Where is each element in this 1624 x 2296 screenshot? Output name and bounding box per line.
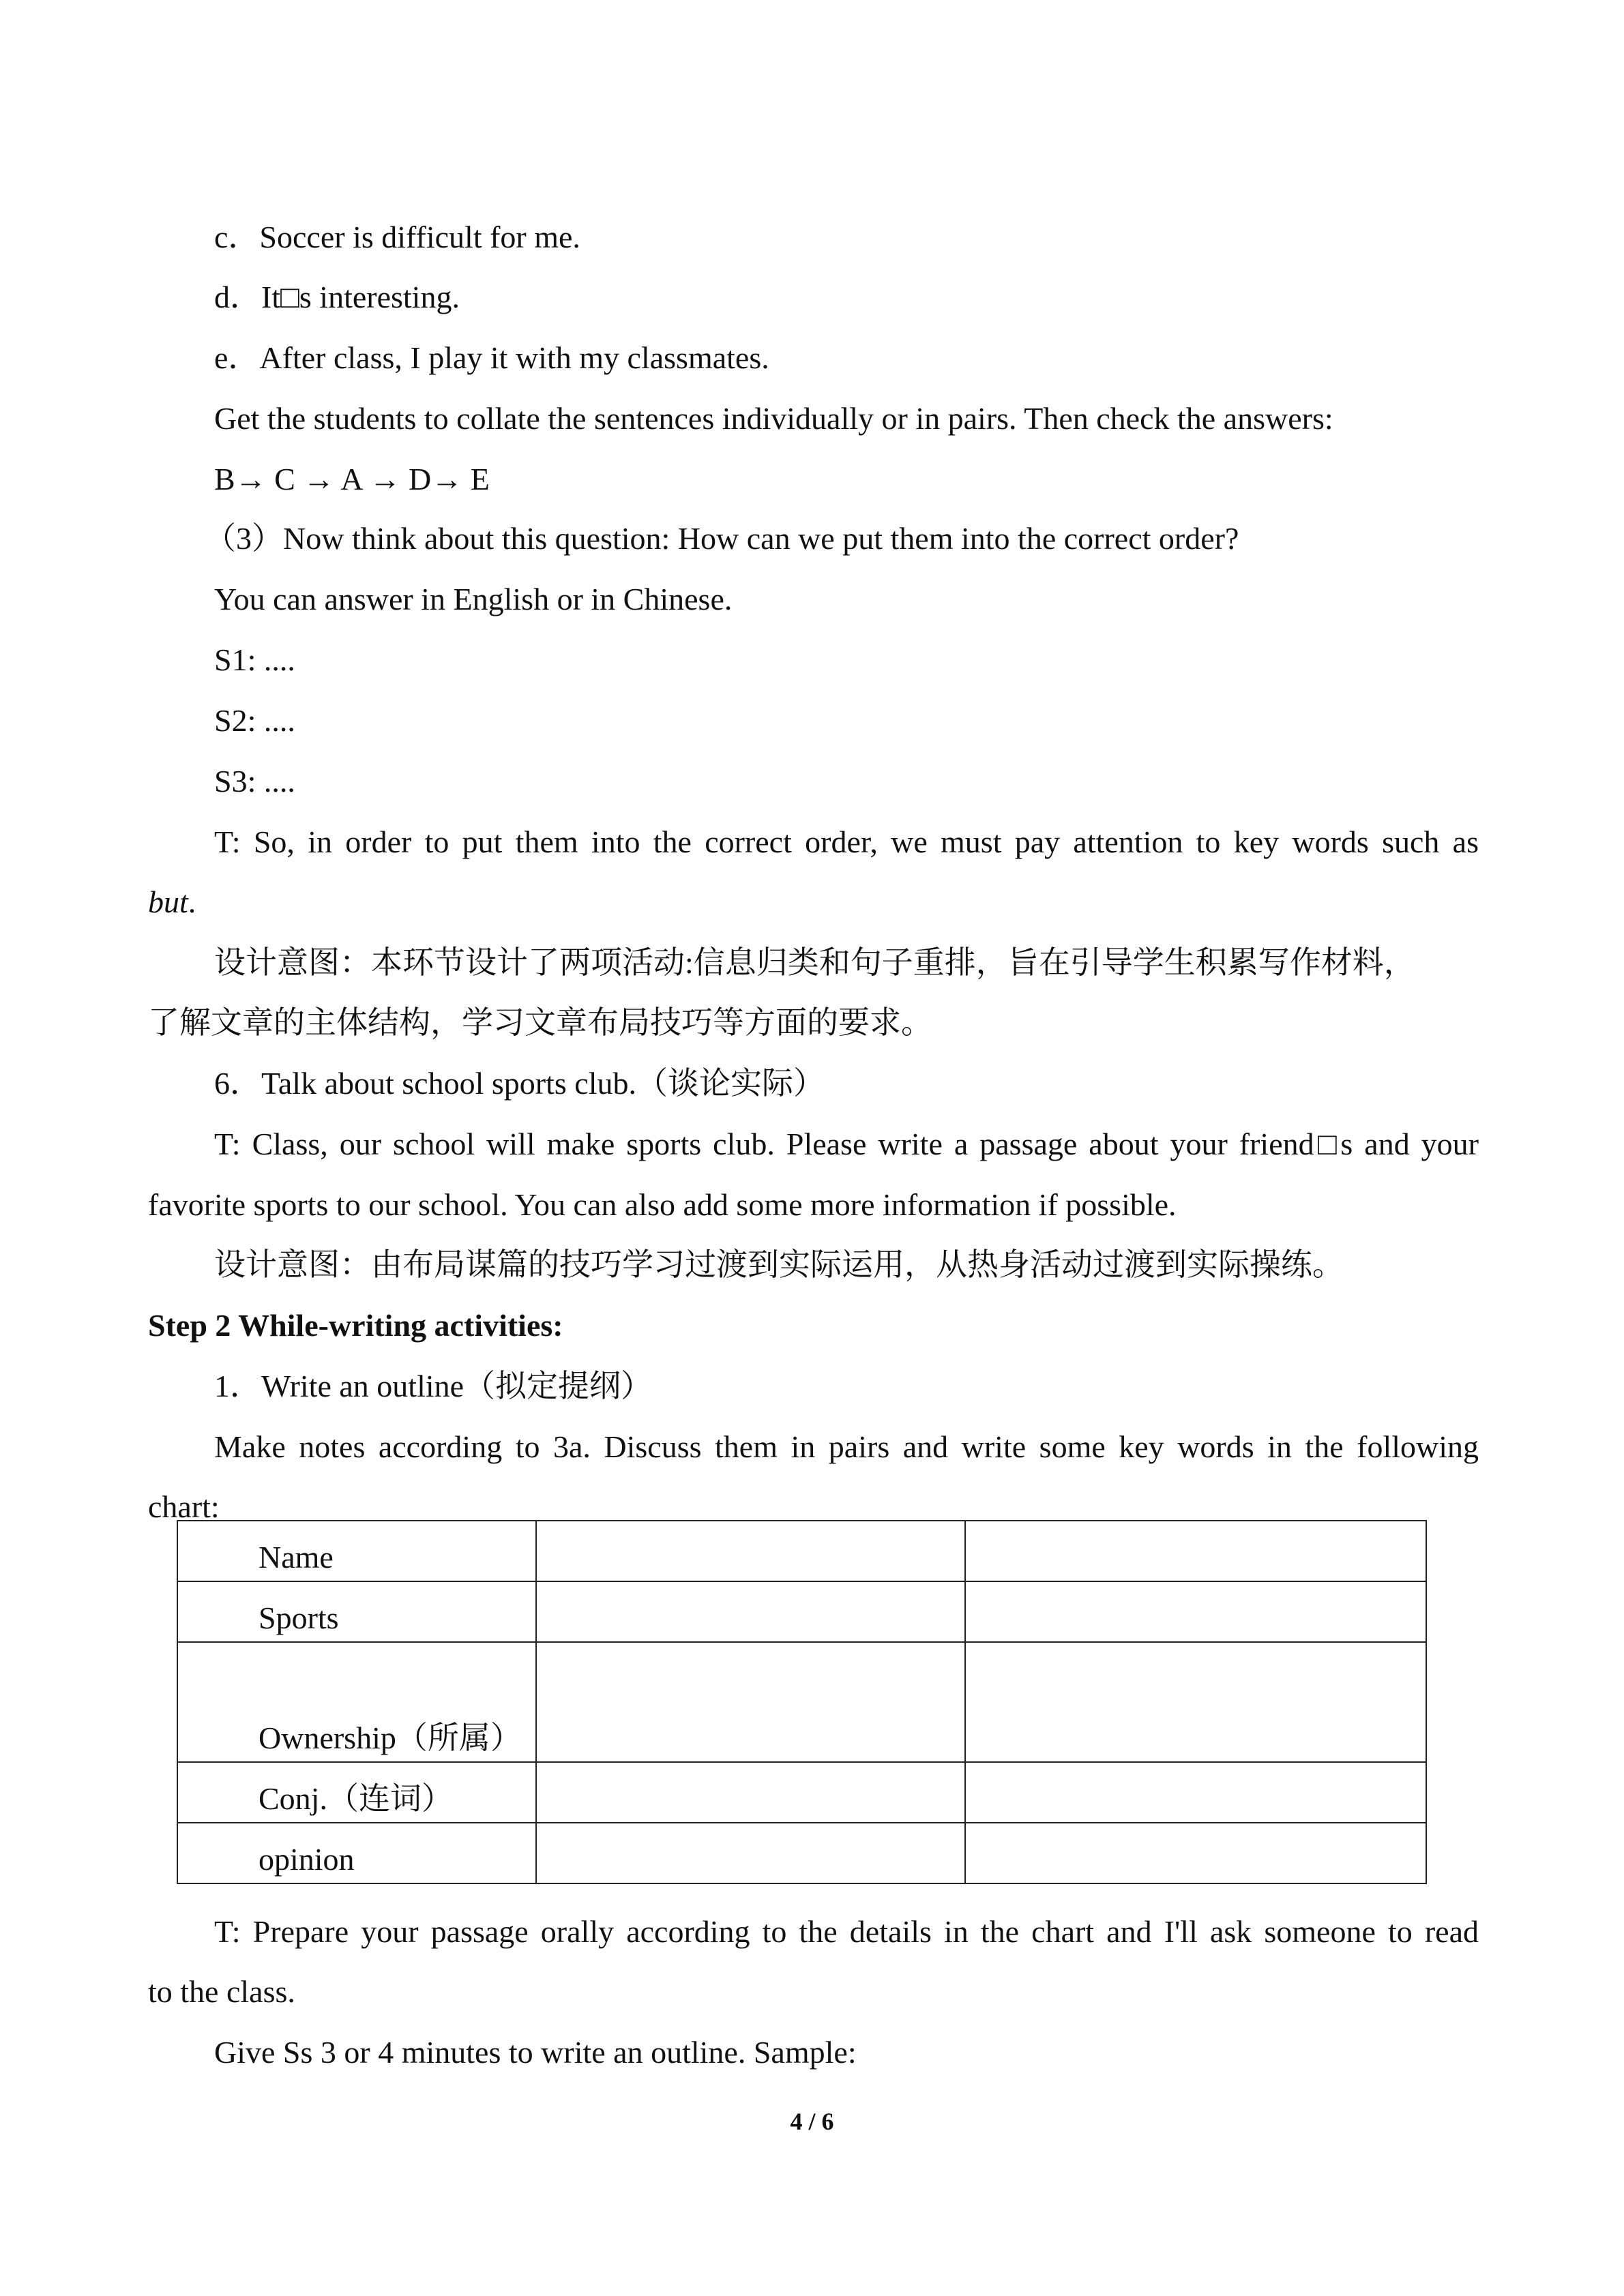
- chart-cell: [536, 1823, 965, 1883]
- chart-row-label: opinion: [177, 1823, 536, 1883]
- chart-row: [177, 1581, 1426, 1642]
- collate-instruction: Get the students to collate the sentences individually or in pairs. Then check the answers:: [214, 401, 1333, 436]
- option-c: c．Soccer is difficult for me.: [214, 220, 580, 254]
- chart-row-label: Sports: [177, 1581, 536, 1642]
- period: .: [188, 884, 196, 919]
- chart-cell: [536, 1581, 965, 1642]
- chart-row: [177, 1521, 1426, 1581]
- chart-row: [177, 1762, 1426, 1823]
- chart-row-label: Ownership（所属）: [177, 1642, 536, 1762]
- step-2-heading: Step 2 While-writing activities:: [148, 1308, 563, 1343]
- chart-cell: [536, 1521, 965, 1581]
- chart-row-label: Conj.（连词）: [177, 1762, 536, 1823]
- student-response-1: S1: ....: [214, 642, 295, 677]
- chart-cell: [965, 1642, 1426, 1762]
- notes-instruction-line-2: chart:: [148, 1489, 220, 1524]
- answer-language-note: You can answer in English or in Chinese.: [214, 582, 733, 616]
- chart-row-label: Name: [177, 1521, 536, 1581]
- chart-cell: [965, 1521, 1426, 1581]
- teacher-order-line-2: [148, 882, 196, 923]
- teacher-prepare-line-2: to the class.: [148, 1974, 295, 2009]
- student-response-2: S2: ....: [214, 703, 295, 738]
- teacher-order-line-1: T: So, in order to put them into the correct order, we must pay attention to key words such as: [214, 824, 1479, 859]
- outline-sample-instruction: Give Ss 3 or 4 minutes to write an outline. Sample:: [214, 2035, 857, 2070]
- teacher-club-line-2: favorite sports to our school. You can also add some more information if possible.: [148, 1187, 1177, 1222]
- chart-cell: [965, 1823, 1426, 1883]
- chart-row: [177, 1642, 1426, 1762]
- answer-order: B→ C → A → D→ E: [214, 462, 490, 496]
- page-number: 4 / 6: [790, 2108, 834, 2135]
- keyword-but: but: [148, 884, 188, 919]
- chart-cell: [965, 1762, 1426, 1823]
- item-1-heading: 1．Write an outline（拟定提纲）: [214, 1369, 653, 1403]
- item-6-heading: 6．Talk about school sports club.（谈论实际）: [214, 1066, 825, 1101]
- chart-cell: [536, 1762, 965, 1823]
- teacher-club-line-1: T: Class, our school will make sports club. Please write a passage about your friend□s and your: [214, 1127, 1479, 1161]
- option-e: e．After class, I play it with my classmates.: [214, 340, 769, 375]
- chart-row: [177, 1823, 1426, 1883]
- question-3: （3）Now think about this question: How can we put them into the correct order?: [205, 521, 1239, 556]
- option-d: d．It□s interesting.: [214, 280, 460, 314]
- teacher-prepare-line-1: T: Prepare your passage orally according to the details in the chart and I'll ask someone to read: [214, 1914, 1479, 1949]
- chart-cell: [536, 1642, 965, 1762]
- design-intent-1-line-1: 设计意图：本环节设计了两项活动:信息归类和句子重排，旨在引导学生积累写作材料，: [214, 945, 1415, 980]
- student-response-3: S3: ....: [214, 764, 295, 799]
- design-intent-2: 设计意图：由布局谋篇的技巧学习过渡到实际运用，从热身活动过渡到实际操练。: [214, 1247, 1344, 1282]
- chart-cell: [965, 1581, 1426, 1642]
- outline-chart: [177, 1520, 1427, 1884]
- notes-instruction-line-1: Make notes according to 3a. Discuss them in pairs and write some key words in the following: [214, 1429, 1479, 1464]
- design-intent-1-line-2: 了解文章的主体结构，学习文章布局技巧等方面的要求。: [148, 1005, 932, 1040]
